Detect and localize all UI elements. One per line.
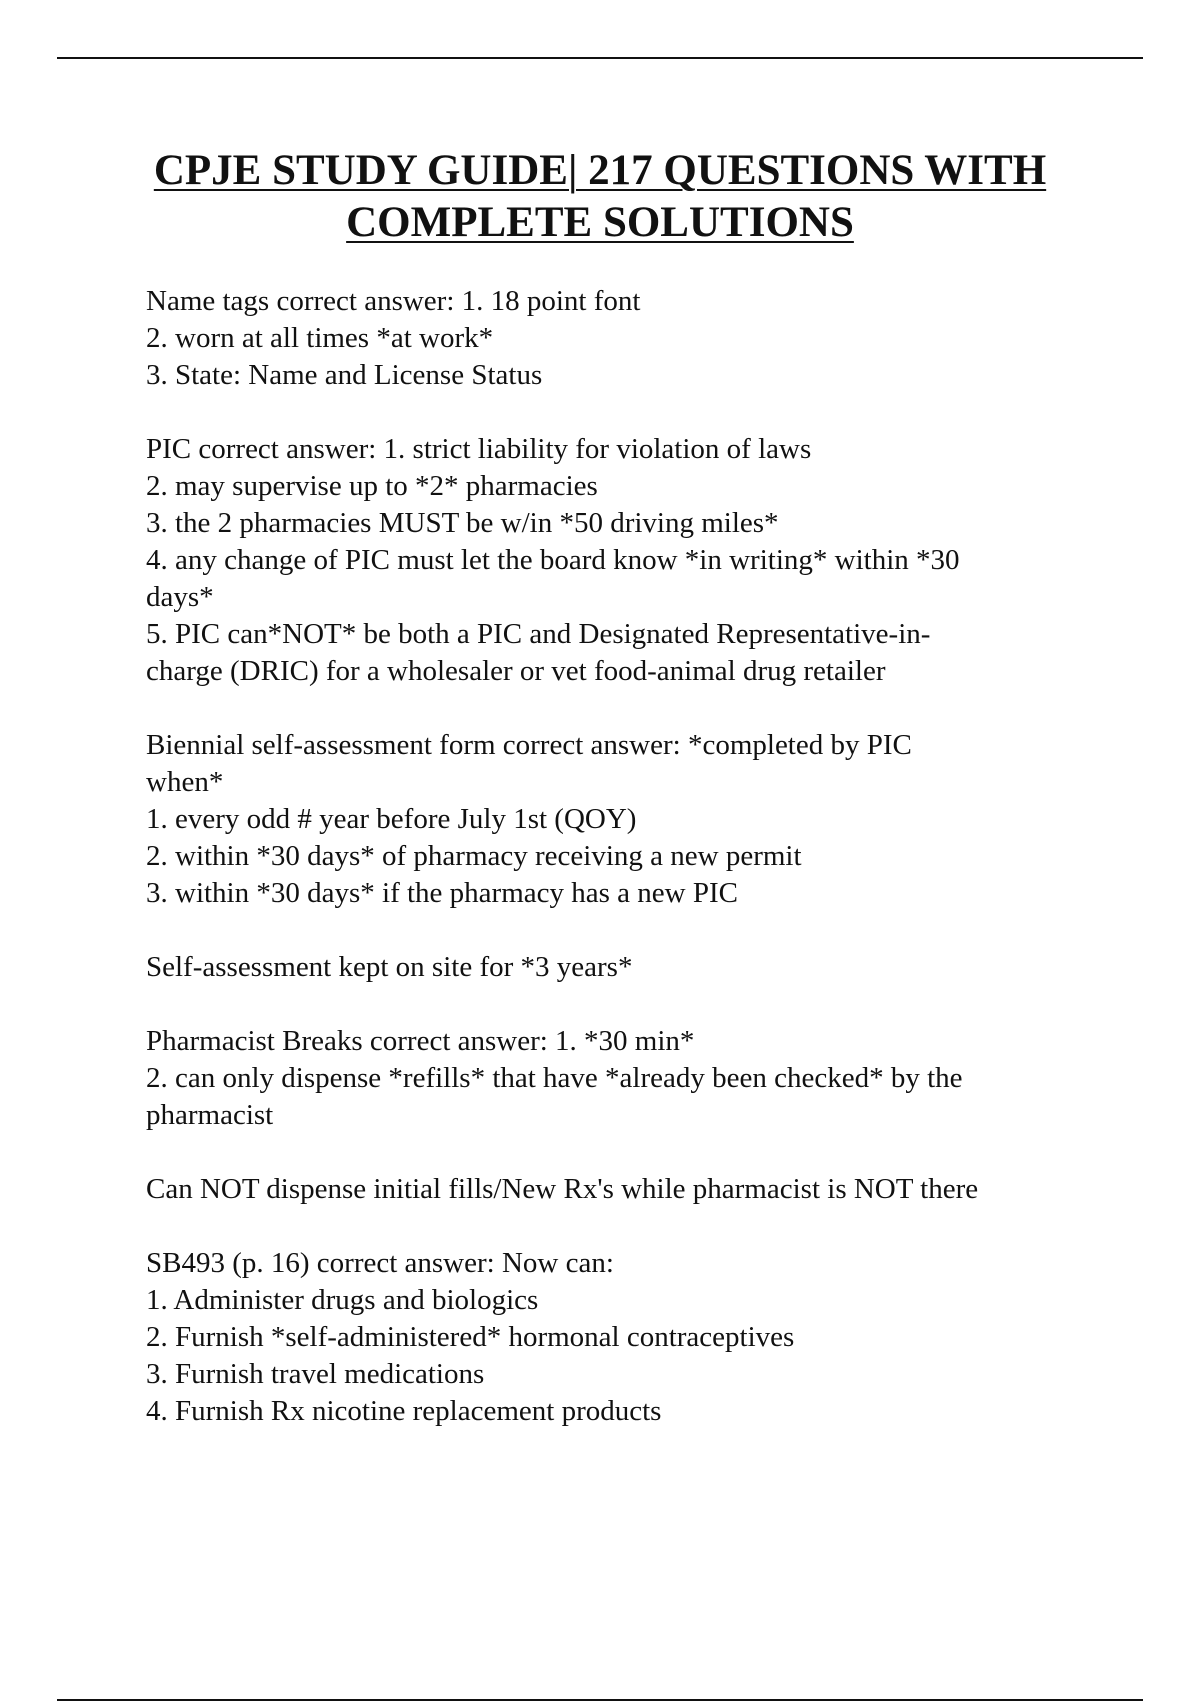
qa-block-pharmacist-breaks — [146, 1023, 1086, 1134]
qa-block-sb493 — [146, 1245, 1086, 1430]
text-line: 3. Furnish travel medications — [146, 1358, 485, 1390]
text-line: PIC correct answer: 1. strict liability for violation of laws — [146, 433, 812, 465]
text-line: 1. every odd # year before July 1st (QOY) — [146, 803, 637, 835]
text-line: 1. Administer drugs and biologics — [146, 1284, 539, 1316]
title-line-1: CPJE STUDY GUIDE| 217 QUESTIONS WITH — [153, 147, 1047, 194]
text-line: 3. State: Name and License Status — [146, 359, 543, 391]
text-line: 5. PIC can*NOT* be both a PIC and Designated Representative-in- — [146, 618, 931, 650]
text-line: when* — [146, 766, 224, 798]
text-line: Name tags correct answer: 1. 18 point font — [146, 285, 641, 317]
text-line: 3. within *30 days* if the pharmacy has a new PIC — [146, 877, 738, 909]
top-divider — [57, 57, 1143, 59]
text-line: pharmacist — [146, 1099, 274, 1131]
text-line: days* — [146, 581, 214, 613]
text-line: Pharmacist Breaks correct answer: 1. *30 min* — [146, 1025, 695, 1057]
document-body — [146, 283, 1086, 1467]
text-line: 3. the 2 pharmacies MUST be w/in *50 driving miles* — [146, 507, 779, 539]
text-line: 2. within *30 days* of pharmacy receiving a new permit — [146, 840, 802, 872]
text-line: 2. may supervise up to *2* pharmacies — [146, 470, 598, 502]
title-line-2: COMPLETE SOLUTIONS — [346, 199, 854, 246]
qa-block-pic — [146, 431, 1086, 690]
text-line: Biennial self-assessment form correct answer: *completed by PIC — [146, 729, 912, 761]
text-line: Can NOT dispense initial fills/New Rx's while pharmacist is NOT there — [146, 1173, 979, 1205]
qa-block-self-assessment — [146, 727, 1086, 912]
text-line: 4. Furnish Rx nicotine replacement products — [146, 1395, 662, 1427]
text-line: 2. worn at all times *at work* — [146, 322, 494, 354]
text-line: Self-assessment kept on site for *3 years* — [146, 951, 633, 983]
text-line: 4. any change of PIC must let the board know *in writing* within *30 — [146, 544, 960, 576]
document-title — [100, 145, 1100, 249]
text-line: SB493 (p. 16) correct answer: Now can: — [146, 1247, 614, 1279]
note-self-assessment-retention — [146, 949, 1086, 986]
note-new-rx-dispensing — [146, 1171, 1086, 1208]
text-line: 2. can only dispense *refills* that have *already been checked* by the — [146, 1062, 963, 1094]
qa-block-name-tags — [146, 283, 1086, 394]
text-line: 2. Furnish *self-administered* hormonal contraceptives — [146, 1321, 795, 1353]
text-line: charge (DRIC) for a wholesaler or vet food-animal drug retailer — [146, 655, 886, 687]
